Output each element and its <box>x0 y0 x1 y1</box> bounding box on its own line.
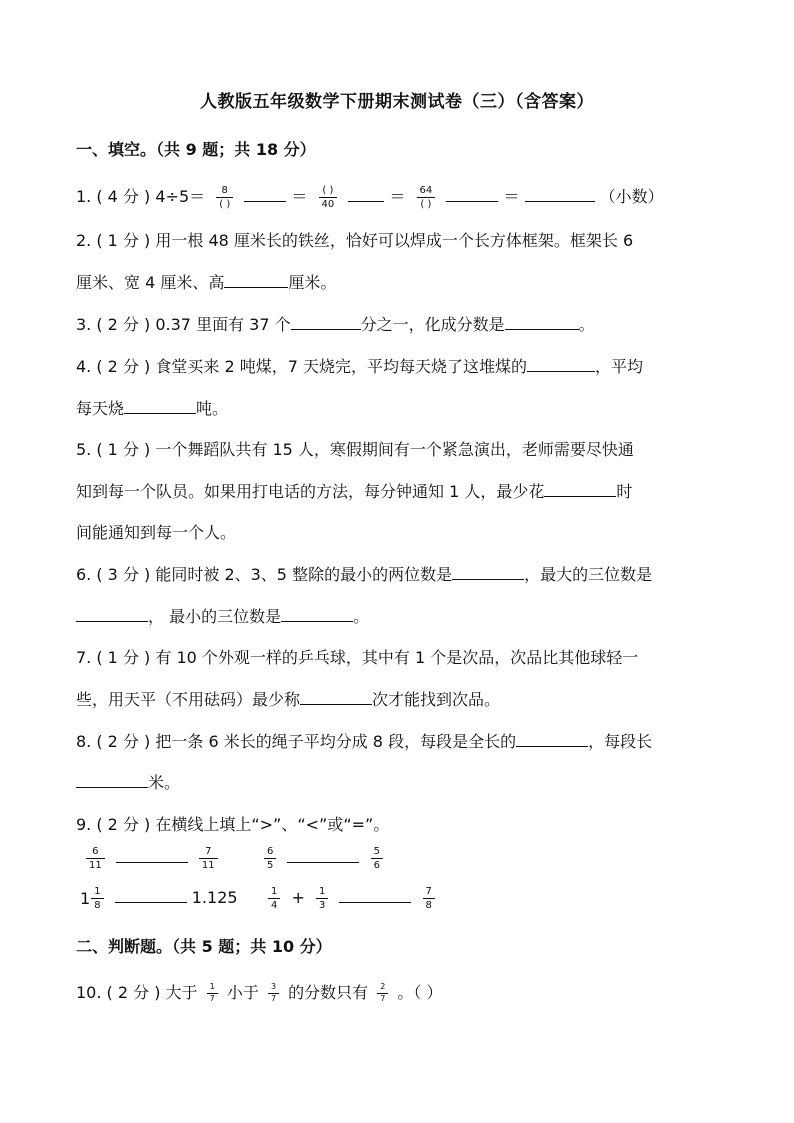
q1-blank-3[interactable] <box>446 200 498 202</box>
q8-text-a: 8. ( 2 分 ) 把一条 6 米长的绳子平均分成 8 段，每段是全长的 <box>76 732 517 751</box>
q10-f1-num: 1 <box>209 982 215 992</box>
q1-f1-den: ( ) <box>219 199 231 210</box>
question-6-line-2 <box>76 604 734 627</box>
q7-blank[interactable] <box>300 703 372 705</box>
section-heading-fill-blank: 一、填空。（共 9 题；共 18 分） <box>76 140 316 159</box>
question-7-line-1: 7. ( 1 分 ) 有 10 个外观一样的乒乓球，其中有 1 个是次品，次品比其他球轻一 <box>76 648 639 667</box>
q6-blank-3[interactable] <box>281 620 353 622</box>
question-3 <box>76 312 734 335</box>
q3-blank-2[interactable] <box>505 328 579 330</box>
q10-f2-den: 7 <box>270 994 277 1003</box>
question-8-line-2 <box>76 770 734 793</box>
q1-blank-1[interactable] <box>244 200 286 202</box>
q1-blank-4[interactable] <box>525 200 595 202</box>
q9-r2e <box>423 886 435 911</box>
q4-text-d: 吨。 <box>196 399 229 418</box>
question-8-line-1 <box>76 729 734 752</box>
q1-f3-den: ( ) <box>420 199 432 210</box>
q9-r2d <box>316 886 328 911</box>
q9-plus: + <box>291 888 305 907</box>
q1-fraction-2 <box>319 185 338 210</box>
q4-blank-2[interactable] <box>124 412 196 414</box>
q9-r2c-den: 4 <box>271 900 278 911</box>
q9-r1d-num: 5 <box>373 846 380 857</box>
q8-blank-1[interactable] <box>516 745 588 747</box>
question-5-line-1: 5. ( 1 分 ) 一个舞蹈队共有 15 人，寒假期间有一个紧急演出，老师需要尽快通 <box>76 440 634 459</box>
q3-text-a: 3. ( 2 分 ) 0.37 里面有 37 个 <box>76 315 291 334</box>
section-heading-true-false: 二、判断题。（共 5 题；共 10 分） <box>76 937 332 956</box>
q9-r2e-den: 8 <box>425 900 432 911</box>
q3-text-c: 。 <box>578 315 595 334</box>
q9-r1c-num: 6 <box>267 846 274 857</box>
q10-f2-num: 3 <box>270 982 277 992</box>
question-4-line-1 <box>76 354 734 377</box>
q10-fraction-2 <box>268 983 279 1004</box>
q4-blank-1[interactable] <box>527 370 595 372</box>
q9-compare-4 <box>262 886 441 911</box>
question-10 <box>76 980 734 1004</box>
q9-compare-3 <box>80 886 238 911</box>
q5-text-b: 时 <box>616 482 633 501</box>
q9-compare-2 <box>258 846 389 871</box>
q9-r2c-num: 1 <box>271 886 278 897</box>
q9-r2b: 1.125 <box>191 888 238 907</box>
question-5-line-3: 间能通知到每一个人。 <box>76 523 237 542</box>
q1-f1-num: 8 <box>221 185 228 196</box>
q6-text-a: 6. ( 3 分 ) 能同时被 2、3、5 整除的最小的两位数是 <box>76 565 453 584</box>
q9-r1d-den: 6 <box>373 860 380 871</box>
q9-r1c-den: 5 <box>267 860 274 871</box>
q8-blank-2[interactable] <box>76 786 148 788</box>
q1-fraction-1 <box>216 185 233 210</box>
q9-r1b-den: 11 <box>201 860 215 871</box>
q9-r2a-whole: 1 <box>80 889 91 908</box>
question-5-line-2 <box>76 479 734 502</box>
q9-r2e-num: 7 <box>425 886 432 897</box>
question-6-line-1 <box>76 562 734 585</box>
question-2-line-2 <box>76 270 734 293</box>
q1-eq-2: ＝ <box>291 187 308 206</box>
q9-r2a-frac <box>91 886 103 911</box>
q2-blank[interactable] <box>224 286 288 288</box>
q10-text-a: 10. ( 2 分 ) 大于 <box>76 983 198 1002</box>
q6-text-d: 。 <box>353 607 370 626</box>
q7-text-a: 些，用天平（不用砝码）最少称 <box>76 690 301 709</box>
q9-r2c <box>268 886 280 911</box>
question-4-line-2 <box>76 396 734 419</box>
q1-eq-4: ＝ <box>503 187 520 206</box>
q9-r1c <box>264 846 276 871</box>
q9-r2a-num: 1 <box>94 886 101 897</box>
q5-text-a: 知到每一个队员。如果用打电话的方法，每分钟通知 1 人，最少花 <box>76 482 545 501</box>
q9-r1b-num: 7 <box>205 846 212 857</box>
q2-text-b: 厘米。 <box>288 273 337 292</box>
page-title: 人教版五年级数学下册期末测试卷（三）（含答案） <box>200 92 594 112</box>
q9-blank-2[interactable] <box>287 861 359 863</box>
q6-text-b: ，最大的三位数是 <box>524 565 653 584</box>
q5-blank[interactable] <box>544 495 616 497</box>
q1-prefix: 1. ( 4 分 ) 4÷5＝ <box>76 187 206 206</box>
q1-f2-den: 40 <box>321 199 335 210</box>
q9-r1b <box>199 846 218 871</box>
q7-text-b: 次才能找到次品。 <box>372 690 501 709</box>
q8-text-b: ，每段长 <box>588 732 653 751</box>
q10-text-b: 小于 <box>226 983 259 1002</box>
q4-text-c: 每天烧 <box>76 399 125 418</box>
q1-f2-num: ( ) <box>322 185 334 196</box>
question-2-line-1: 2. ( 1 分 ) 用一根 48 厘米长的铁丝，恰好可以焊成一个长方体框架。框架长 6 <box>76 231 634 250</box>
q9-r1d <box>371 846 383 871</box>
q9-r1a-num: 6 <box>92 846 99 857</box>
q1-suffix: （小数） <box>599 187 664 206</box>
question-1 <box>76 184 734 210</box>
q10-f1-den: 7 <box>209 994 215 1003</box>
q9-r1a <box>86 846 105 871</box>
q9-r2a-den: 8 <box>94 900 101 911</box>
q9-compare-1 <box>80 846 224 871</box>
q6-text-c: ， 最小的三位数是 <box>148 607 282 626</box>
q9-r1a-den: 11 <box>89 860 102 871</box>
question-9-prompt: 9. ( 2 分 ) 在横线上填上“>”、“<”或“=”。 <box>76 815 390 834</box>
question-7-line-2 <box>76 687 734 710</box>
q6-blank-1[interactable] <box>452 578 524 580</box>
q10-f3-num: 2 <box>380 982 386 992</box>
q10-fraction-1 <box>207 983 218 1004</box>
q10-fraction-3 <box>377 983 388 1004</box>
q4-text-a: 4. ( 2 分 ) 食堂买来 2 吨煤，7 天烧完，平均每天烧了这堆煤的 <box>76 357 527 376</box>
q1-eq-3: ＝ <box>389 187 406 206</box>
q9-blank-1[interactable] <box>116 861 188 863</box>
q3-text-b: 分之一，化成分数是 <box>360 315 505 334</box>
q2-text-a: 厘米、宽 4 厘米、高 <box>76 273 225 292</box>
q10-f3-den: 7 <box>380 994 386 1003</box>
q8-text-c: 米。 <box>148 773 181 792</box>
q4-text-b: ，平均 <box>594 357 643 376</box>
q1-f3-num: 64 <box>419 185 433 196</box>
q6-blank-2[interactable] <box>76 620 148 622</box>
q9-blank-3[interactable] <box>115 901 187 903</box>
q3-blank-1[interactable] <box>291 328 361 330</box>
q9-r2d-den: 3 <box>318 900 326 911</box>
q1-fraction-3 <box>417 185 436 210</box>
q10-text-c: 的分数只有 <box>288 983 369 1002</box>
q9-r2d-num: 1 <box>318 886 326 897</box>
q9-blank-4[interactable] <box>339 901 411 903</box>
q10-answer-parens[interactable]: 。（ ） <box>397 983 443 1002</box>
q1-blank-2[interactable] <box>348 200 384 202</box>
